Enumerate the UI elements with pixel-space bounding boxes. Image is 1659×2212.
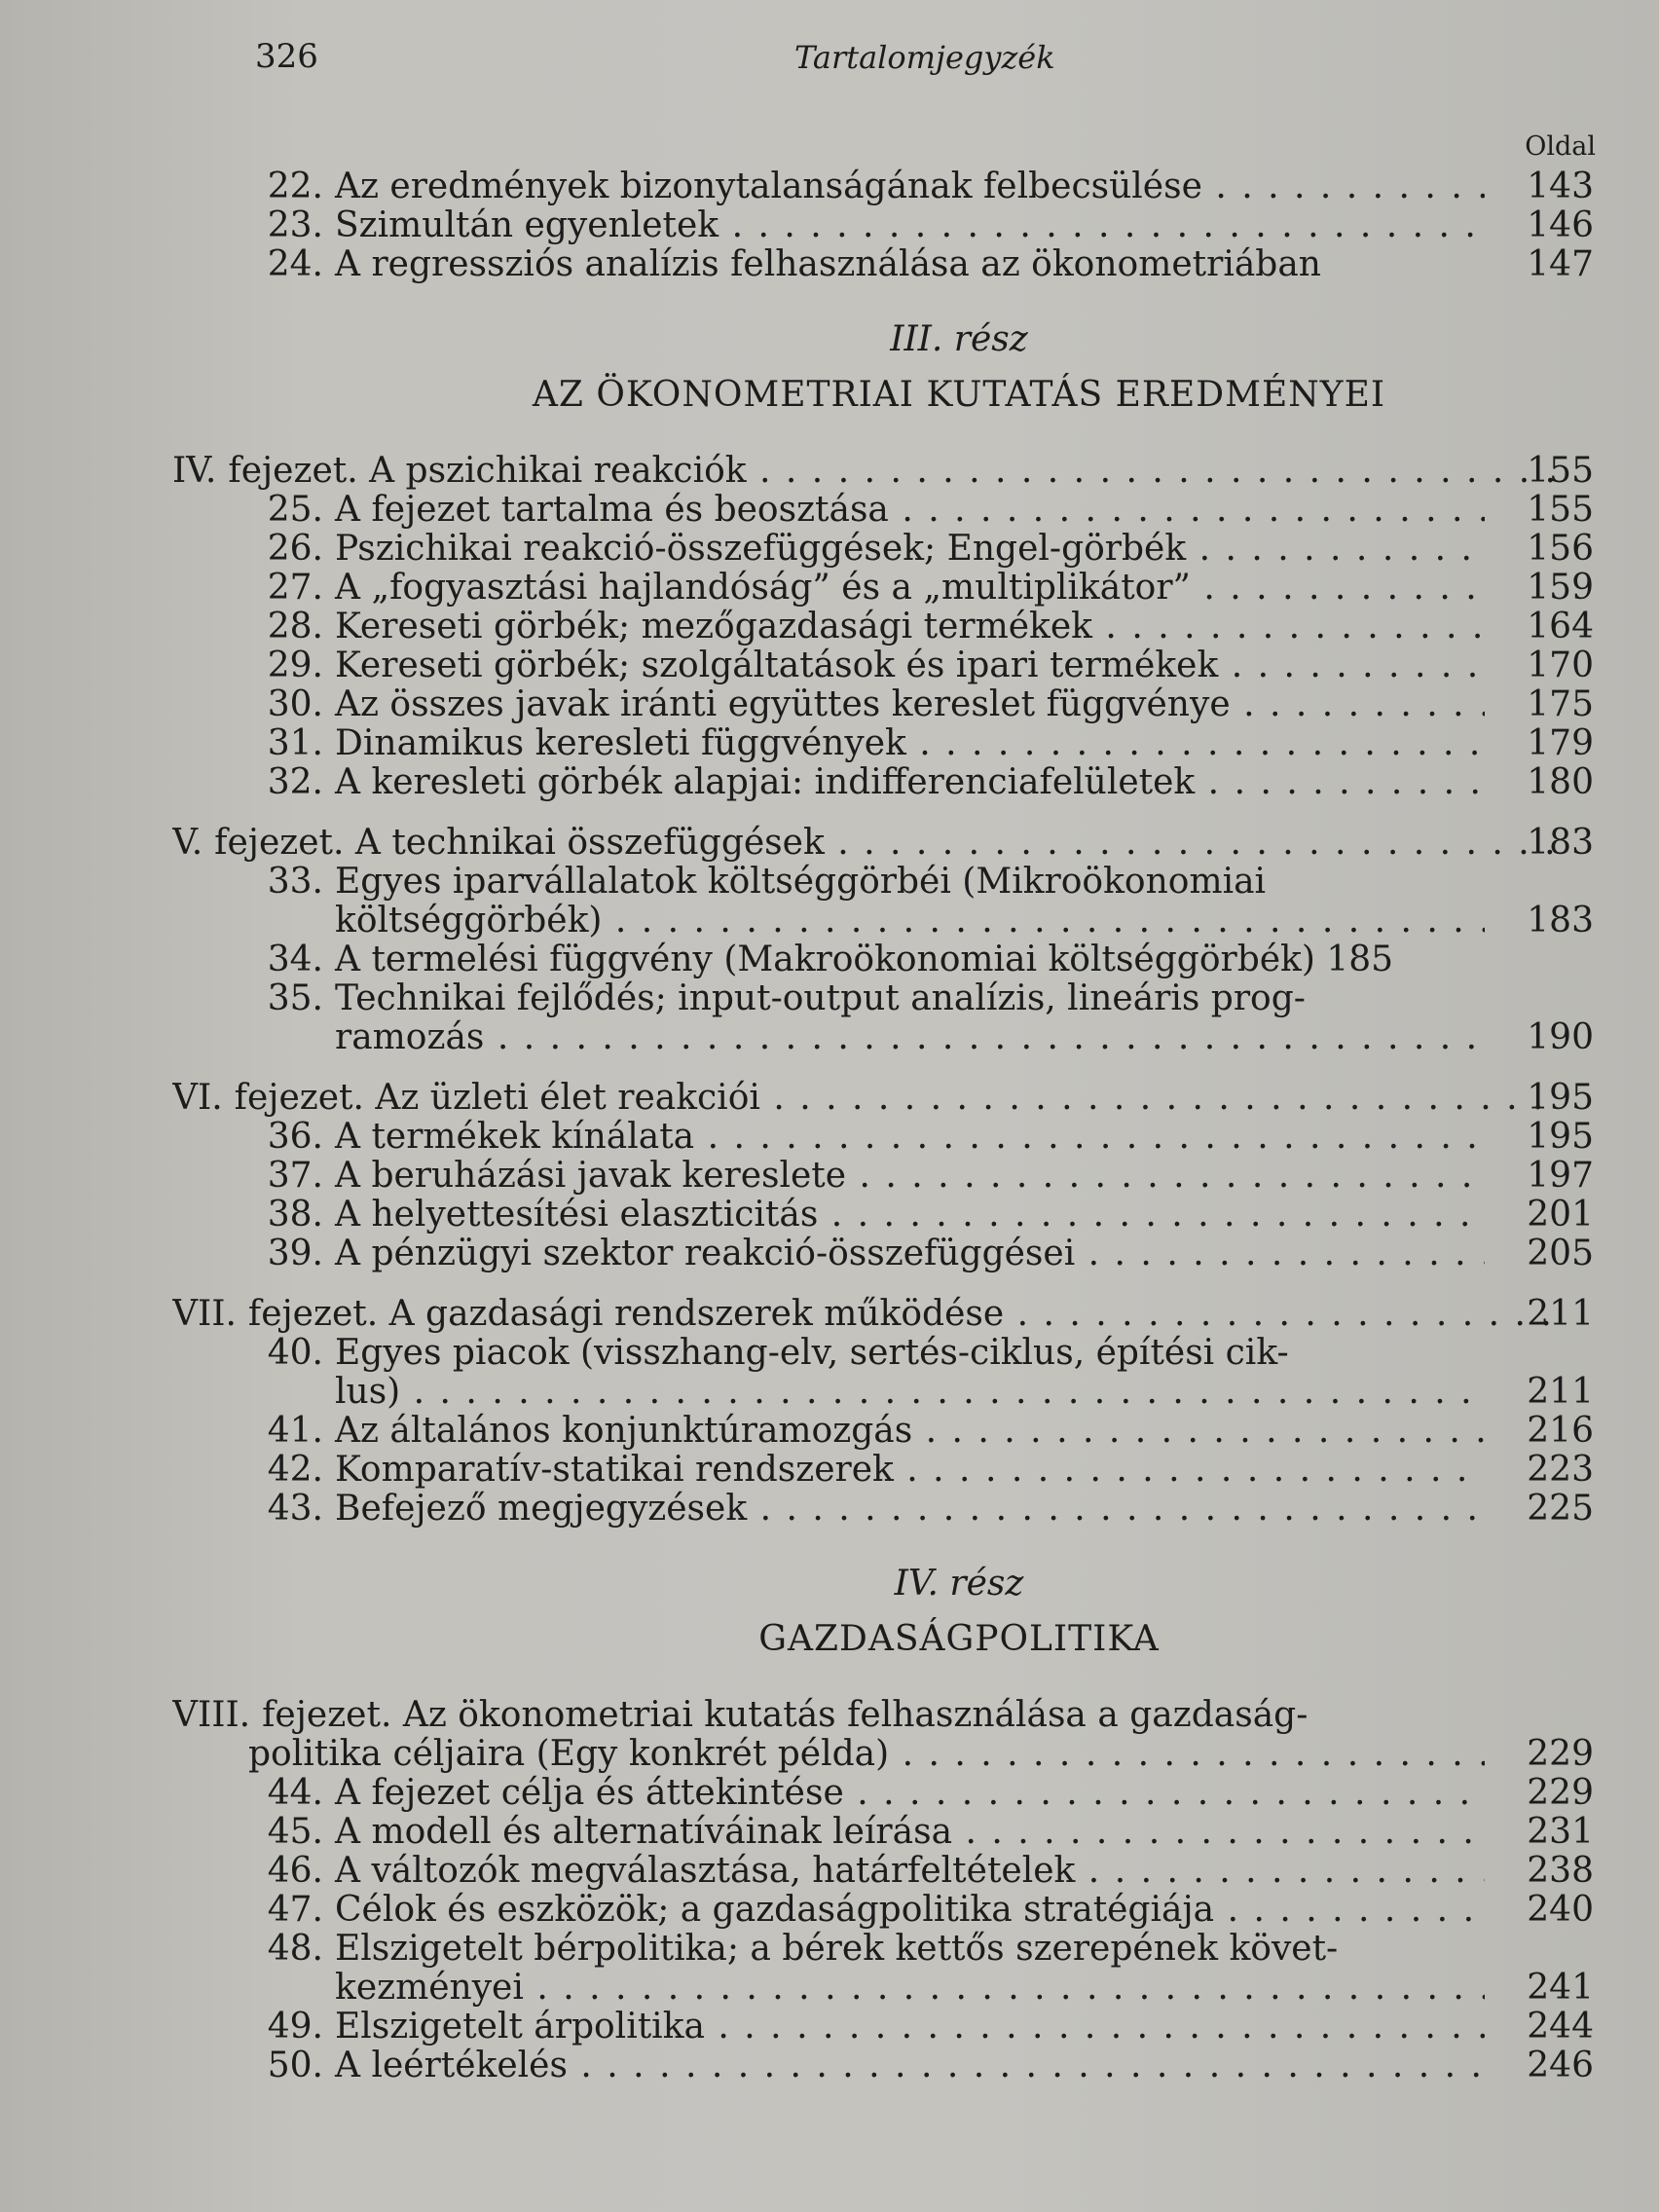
toc-entry: 43. Befejező megjegyzések . . . 225	[248, 1490, 1602, 1529]
toc-entry: 33. Egyes iparvállalatok költséggörbéi (Mikroökonomiai	[267, 863, 1267, 902]
toc-entry-continuation: költséggörbék) . . . 183	[248, 902, 1602, 940]
toc-entry: 38. A helyettesítési elaszticitás . . . 201	[248, 1196, 1602, 1235]
toc-entry: 41. Az általános konjunktúramozgás . . . 216	[248, 1412, 1602, 1451]
toc-entry: 34. A termelési függvény (Makroökonomiai költséggörbék) 185	[267, 940, 1394, 979]
toc-entry: 48. Elszigetelt bérpolitika; a bérek kettős szerepének követ-	[267, 1930, 1339, 1969]
toc-entry: 49. Elszigetelt árpolitika . . . 244	[248, 2008, 1602, 2046]
toc-entry: 35. Technikai fejlődés; input-output analízis, lineáris prog-	[267, 979, 1306, 1018]
toc-entry: 40. Egyes piacok (visszhang-elv, sertés-ciklus, építési cik-	[267, 1334, 1289, 1373]
toc-entry: 50. A leértékelés . . . 246	[248, 2046, 1602, 2085]
toc-entry: 44. A fejezet célja és áttekintése . . . 229	[248, 1774, 1602, 1813]
toc-entry: 23. Szimultán egyenletek . . . 146	[248, 206, 1602, 245]
toc-entry: 46. A változók megválasztása, határfeltételek . . . 238	[248, 1852, 1602, 1891]
toc-entry: 47. Célok és eszközök; a gazdaságpolitika stratégiája . . . 240	[248, 1891, 1602, 1930]
table-of-contents	[172, 127, 1602, 2085]
toc-entry: 37. A beruházási javak kereslete . . . 197	[248, 1157, 1602, 1196]
page-column-label: Oldal	[1525, 131, 1596, 162]
toc-entry: 24. A regressziós analízis felhasználása az ökonometriában 147	[267, 244, 1594, 284]
toc-entry: 25. A fejezet tartalma és beosztása . . . 155	[248, 491, 1602, 530]
toc-entry: 32. A keresleti görbék alapjai: indifferenciafelületek . . . 180	[248, 763, 1602, 802]
toc-entry: 31. Dinamikus keresleti függvények . . . 179	[248, 724, 1602, 763]
toc-entry: 29. Kereseti görbék; szolgáltatások és ipari termékek . . . 170	[248, 646, 1602, 685]
toc-entry-continuation: lus) . . . 211	[248, 1373, 1602, 1412]
part-title: GAZDASÁGPOLITIKA	[758, 1619, 1160, 1659]
page-number: 326	[255, 37, 318, 76]
chapter-entry: VI. fejezet. Az üzleti élet reakciói . . . 195	[172, 1079, 1602, 1118]
chapter-entry: V. fejezet. A technikai összefüggések . . . 183	[172, 824, 1602, 863]
part-label: IV. rész	[894, 1564, 1024, 1604]
toc-entry: 30. Az összes javak iránti együttes kereslet függvénye . . . 175	[248, 685, 1602, 724]
toc-entry-continuation: kezményei . . . 241	[248, 1969, 1602, 2008]
toc-entry-continuation: politika céljaira (Egy konkrét példa) . . . 229	[248, 1735, 1602, 1774]
toc-entry: 28. Kereseti görbék; mezőgazdasági termékek . . . 164	[248, 608, 1602, 646]
toc-entry-continuation: ramozás . . . 190	[248, 1018, 1602, 1057]
chapter-entry: VIII. fejezet. Az ökonometriai kutatás felhasználása a gazdaság-	[172, 1696, 1309, 1735]
chapter-entry: VII. fejezet. A gazdasági rendszerek működése . . . 211	[172, 1295, 1602, 1334]
part-label: III. rész	[890, 319, 1028, 359]
toc-entry: 26. Pszichikai reakció-összefüggések; Engel-görbék . . . 156	[248, 530, 1602, 569]
toc-entry: 36. A termékek kínálata . . . 195	[248, 1118, 1602, 1157]
toc-entry: 42. Komparatív-statikai rendszerek . . . 223	[248, 1451, 1602, 1490]
running-title: Tartalomjegyzék	[794, 39, 1055, 76]
page-header	[0, 37, 1659, 86]
toc-entry: 22. Az eredmények bizonytalanságának felbecsülése . . . 143	[248, 167, 1602, 206]
toc-entry: 39. A pénzügyi szektor reakció-összefüggései . . . 205	[248, 1235, 1602, 1273]
toc-entry: 27. A „fogyasztási hajlandóság” és a „multiplikátor” . . . 159	[248, 569, 1602, 608]
chapter-entry: IV. fejezet. A pszichikai reakciók . . . 155	[172, 452, 1602, 491]
part-title: AZ ÖKONOMETRIAI KUTATÁS EREDMÉNYEI	[532, 375, 1386, 415]
toc-entry: 45. A modell és alternatíváinak leírása . . . 231	[248, 1813, 1602, 1852]
